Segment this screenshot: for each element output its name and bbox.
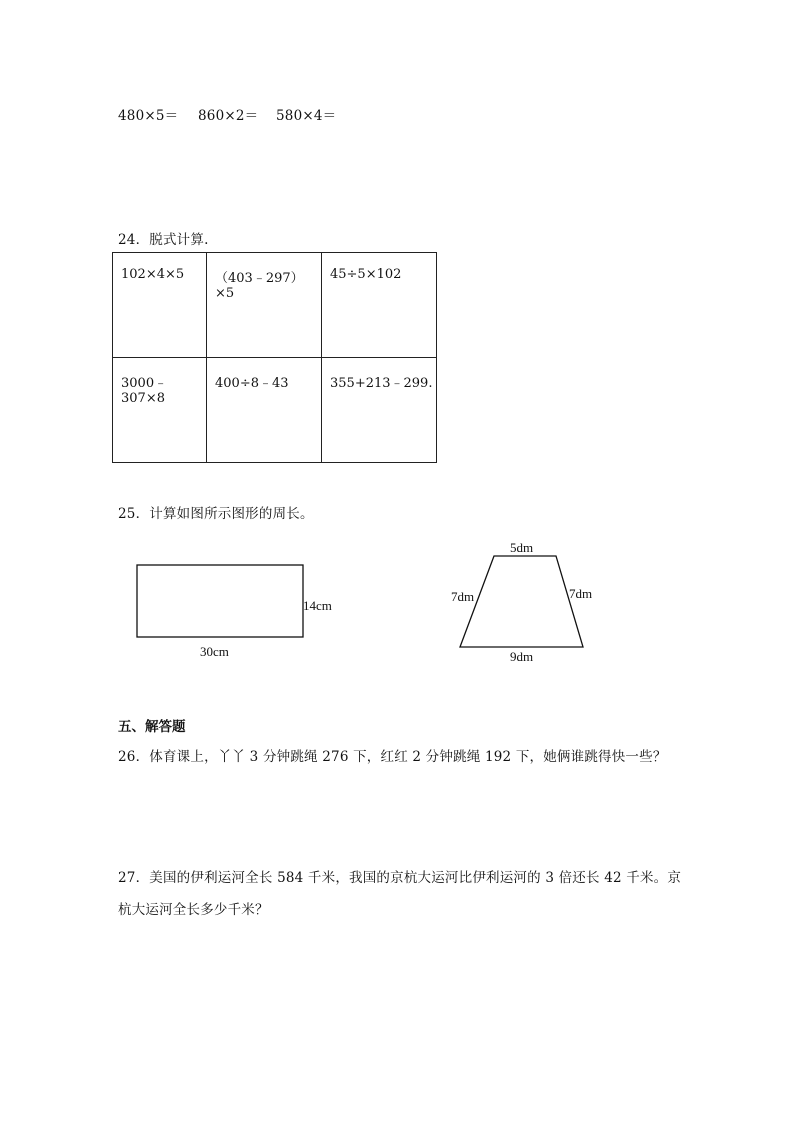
calc-cell: 3000﹣307×8 <box>113 358 207 463</box>
table-row <box>113 358 437 463</box>
q23-expression-2: 860×2＝ <box>198 108 259 124</box>
calc-cell: 355+213﹣299. <box>322 358 437 463</box>
q23-expression-1: 480×5＝ <box>118 108 179 124</box>
q24-calculation-table <box>112 252 437 463</box>
q25-title: 25．计算如图所示图形的周长。 <box>118 506 314 522</box>
trapezoid-left-label: 7dm <box>451 589 475 604</box>
table-row <box>113 253 437 358</box>
calc-cell: 45÷5×102 <box>322 253 437 358</box>
calc-cell: 102×4×5 <box>113 253 207 358</box>
calc-cell: 400÷8﹣43 <box>207 358 322 463</box>
rectangle-height-label: 14cm <box>303 598 332 613</box>
trapezoid-right-label: 7dm <box>569 586 593 601</box>
trapezoid-shape <box>460 556 583 647</box>
q27-text-line2: 杭大运河全长多少千米？ <box>118 902 269 918</box>
rectangle-shape <box>137 565 303 637</box>
q26-text: 26．体育课上，丫丫 3 分钟跳绳 276 下，红红 2 分钟跳绳 192 下，她俩谁跳得快一些？ <box>118 749 667 765</box>
calc-cell: （403﹣297）×5 <box>207 253 322 358</box>
rectangle-width-label: 30cm <box>200 644 229 659</box>
q23-expression-3: 580×4＝ <box>276 108 337 124</box>
trapezoid-top-label: 5dm <box>510 540 534 555</box>
trapezoid-bottom-label: 9dm <box>510 649 534 664</box>
q24-title: 24．脱式计算. <box>118 232 209 248</box>
q27-text-line1: 27．美国的伊利运河全长 584 千米，我国的京杭大运河比伊利运河的 3 倍还长 42 千米。京 <box>118 870 682 886</box>
q25-figures <box>0 530 794 730</box>
section-heading: 五、解答题 <box>118 719 186 735</box>
